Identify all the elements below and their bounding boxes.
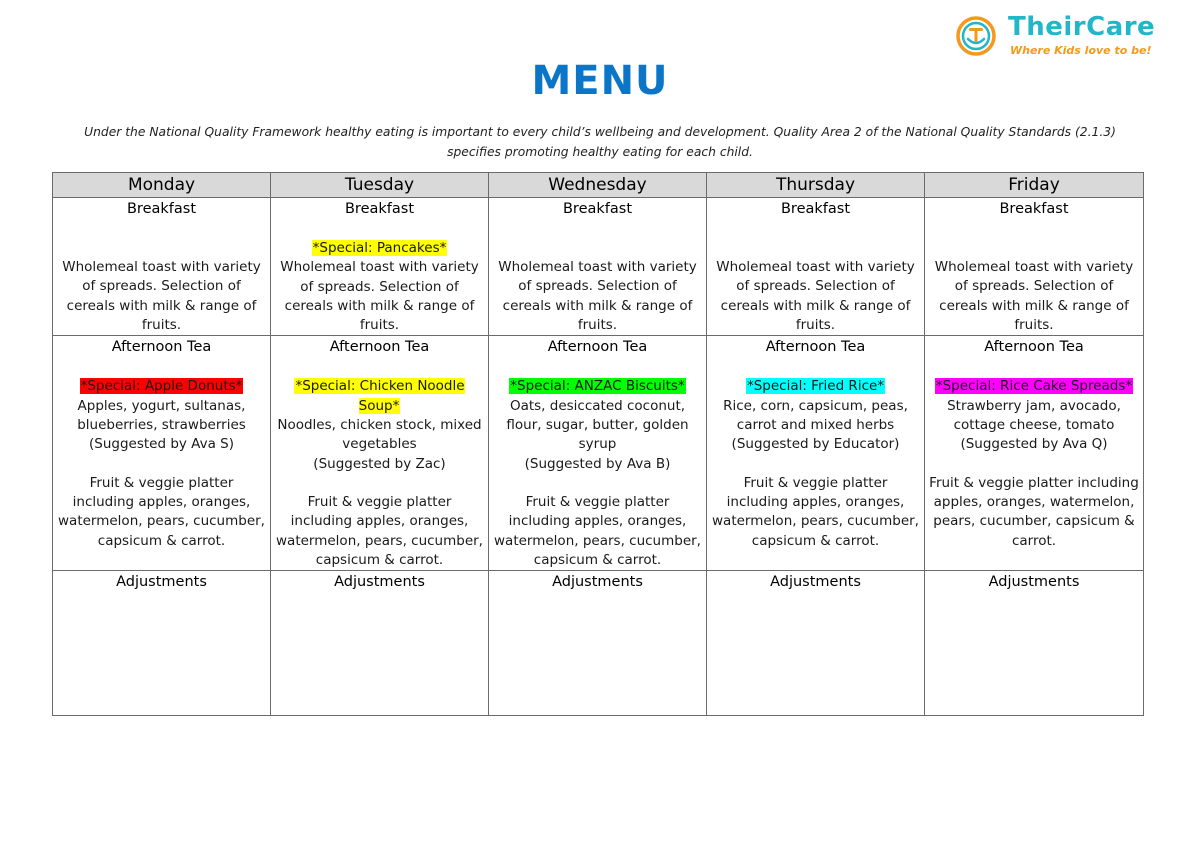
afternoon-tea-cell	[271, 336, 489, 571]
adjustments-cell	[925, 571, 1144, 716]
special-highlight: *Special: Pancakes*	[312, 240, 447, 256]
meal-title: Adjustments	[334, 574, 425, 591]
special-ingredients: Noodles, chicken stock, mixed vegetables	[277, 417, 482, 453]
adjustments-cell	[489, 571, 707, 716]
brand-logo	[956, 14, 1156, 62]
special-highlight: *Special: Rice Cake Spreads*	[935, 378, 1133, 395]
breakfast-text: Wholemeal toast with variety of spreads. Selection of cereals with milk & range of fruits.	[934, 259, 1134, 333]
platter-text: Fruit & veggie platter including apples, oranges, watermelon, pears, cucumber, capsicum & carrot.	[712, 474, 919, 549]
page-title: MENU	[531, 58, 669, 104]
afternoon-tea-row	[53, 336, 1144, 571]
special-highlight: *Special: Chicken Noodle Soup*	[295, 378, 465, 414]
special-highlight: *Special: Fried Rice*	[746, 378, 885, 395]
meal-title: Adjustments	[116, 574, 207, 591]
afternoon-tea-cell	[925, 336, 1144, 571]
adjustments-cell	[271, 571, 489, 716]
breakfast-cell	[271, 198, 489, 336]
special-ingredients: Apples, yogurt, sultanas, blueberries, strawberries	[77, 397, 246, 434]
special-highlight: *Special: Apple Donuts*	[80, 378, 243, 395]
suggested-by: (Suggested by Zac)	[313, 455, 446, 472]
brand-tagline: Where Kids love to be!	[1010, 44, 1152, 57]
day-header: Thursday	[707, 173, 925, 198]
special-ingredients: Strawberry jam, avocado, cottage cheese, tomato	[947, 397, 1121, 434]
meal-title: Breakfast	[126, 201, 197, 217]
platter-text: Fruit & veggie platter including apples, oranges, watermelon, pears, cucumber, capsicum & carrot.	[276, 493, 483, 568]
breakfast-cell	[707, 198, 925, 336]
brand-name: TheirCare	[1008, 12, 1156, 42]
meal-title: Breakfast	[562, 201, 633, 217]
intro-text: Under the National Quality Framework healthy eating is important to every child’s wellbeing and development. Quality Area 2 of the National Quality Standards (2.1.3) specifies promoting healthy eating for each child.	[84, 125, 1116, 159]
meal-title: Afternoon Tea	[984, 339, 1084, 356]
special-highlight: *Special: ANZAC Biscuits*	[510, 378, 685, 395]
day-header: Wednesday	[489, 173, 707, 198]
meal-title: Breakfast	[999, 201, 1069, 217]
platter-text: Fruit & veggie platter including apples, oranges, watermelon, pears, cucumber, capsicum & carrot.	[494, 493, 701, 568]
suggested-by: (Suggested by Educator)	[731, 436, 900, 453]
platter-text: Fruit & veggie platter including apples, oranges, watermelon, pears, cucumber, capsicum & carrot.	[929, 474, 1139, 549]
breakfast-text: Wholemeal toast with variety of spreads. Selection of cereals with milk & range of fruits.	[498, 259, 697, 333]
suggested-by: (Suggested by Ava S)	[88, 436, 234, 453]
day-header: Monday	[53, 173, 271, 198]
breakfast-cell	[53, 198, 271, 336]
afternoon-tea-cell	[53, 336, 271, 571]
suggested-by: (Suggested by Ava Q)	[960, 436, 1108, 453]
adjustments-cell	[707, 571, 925, 716]
meal-title: Adjustments	[770, 574, 861, 591]
day-header-row	[53, 173, 1144, 198]
meal-title: Afternoon Tea	[111, 339, 212, 356]
menu-table	[52, 172, 1144, 716]
meal-title: Breakfast	[780, 201, 851, 217]
special-ingredients: Oats, desiccated coconut, flour, sugar, butter, golden syrup	[506, 397, 689, 453]
breakfast-text: Wholemeal toast with variety of spreads. Selection of cereals with milk & range of fruits.	[280, 259, 479, 334]
day-header: Tuesday	[271, 173, 489, 198]
breakfast-text: Wholemeal toast with variety of spreads. Selection of cereals with milk & range of fruits.	[62, 259, 261, 333]
platter-text: Fruit & veggie platter including apples, oranges, watermelon, pears, cucumber, capsicum & carrot.	[58, 474, 265, 549]
breakfast-text: Wholemeal toast with variety of spreads. Selection of cereals with milk & range of fruits.	[716, 259, 915, 333]
meal-title: Adjustments	[988, 574, 1080, 591]
afternoon-tea-cell	[489, 336, 707, 571]
smiley-face-logo-icon	[956, 16, 996, 56]
afternoon-tea-cell	[707, 336, 925, 571]
adjustments-row	[53, 571, 1144, 716]
meal-title: Afternoon Tea	[547, 339, 648, 356]
meal-title: Adjustments	[552, 574, 643, 591]
breakfast-row	[53, 198, 1144, 336]
breakfast-cell	[925, 198, 1144, 336]
meal-title: Breakfast	[344, 201, 415, 217]
breakfast-cell	[489, 198, 707, 336]
day-header: Friday	[925, 173, 1144, 198]
special-ingredients: Rice, corn, capsicum, peas, carrot and mixed herbs	[723, 397, 908, 434]
adjustments-cell	[53, 571, 271, 716]
suggested-by: (Suggested by Ava B)	[524, 455, 671, 472]
meal-title: Afternoon Tea	[329, 339, 430, 356]
meal-title: Afternoon Tea	[765, 339, 866, 356]
